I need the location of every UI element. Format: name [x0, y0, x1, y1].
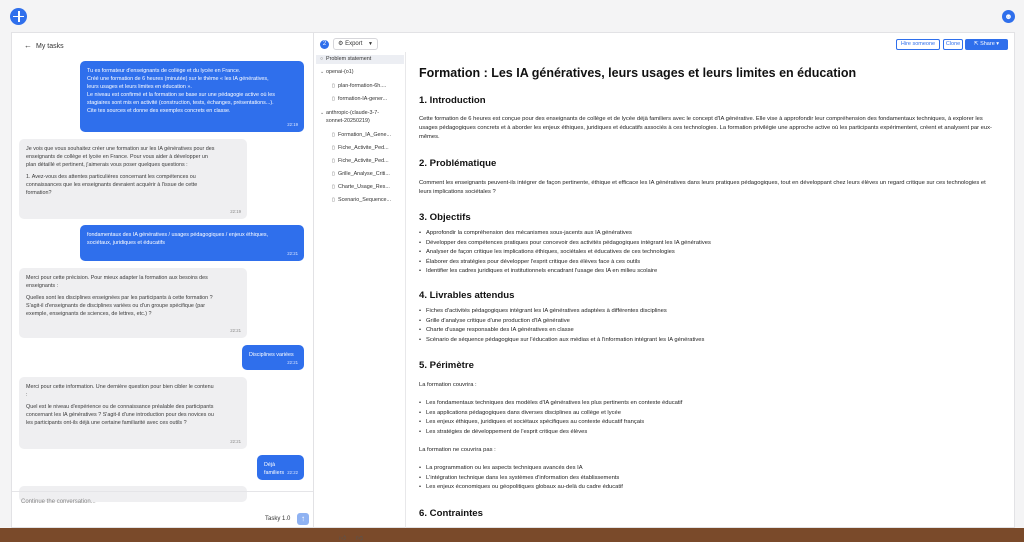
tree-item-file[interactable]	[332, 145, 389, 152]
tree-label: anthropic-(claude-3-7-	[326, 110, 380, 116]
message-text: enseignants de collège et lycée en France. Pour vous aider à développer un	[26, 154, 208, 160]
tree-item-file[interactable]	[332, 96, 387, 103]
tree-item-file[interactable]	[332, 83, 386, 90]
plus-circle-icon[interactable]	[10, 8, 27, 25]
list-item: • Grille d'analyse critique d'une production d'IA générative	[419, 317, 704, 327]
gear-icon: ⚙	[338, 41, 344, 47]
workspace-panel	[313, 32, 1015, 542]
list-item: • Analyser de façon critique les implications éthiques, sociétales et éducatives de ces technologies	[419, 248, 711, 258]
message-user-2	[80, 225, 304, 261]
back-to-tasks-link[interactable]	[24, 41, 64, 50]
message-assistant-2	[19, 268, 247, 338]
file-icon: ▯	[332, 197, 335, 203]
message-text: formation?	[26, 190, 52, 196]
arrow-left-icon: ←	[24, 41, 32, 50]
file-icon: ▯	[332, 158, 335, 164]
document-title: Formation : Les IA génératives, leurs usages et leurs limites en éducation	[419, 66, 857, 80]
list-item: • Élaborer des stratégies pour développer l'esprit critique des élèves face à ces outils	[419, 258, 711, 268]
message-text: concernant les IA génératives ? S'agit-il d'une introduction pour des novices ou	[26, 412, 214, 418]
scope-list	[419, 399, 682, 437]
section-paragraph: Cette formation de 6 heures est conçue pour des enseignants de collège et de lycée déjà familiers avec le concept d'IA générative. Elle vise à approfondir leur compréhension des fondamentaux techniques, à explorer les usages pédagogiques concrets et à aborder les enjeux éthiques, juridiques et éducatifs associés à ces technologies. La formation privilégie une approche active où les participants expérimentent, créent et analysent par eux-mêmes.	[419, 116, 992, 140]
chevron-down-icon: ▾	[996, 41, 1000, 47]
tree-item-file[interactable]	[332, 158, 389, 165]
message-text: Quelles sont les disciplines enseignées par les participants à cette formation ?	[26, 295, 213, 301]
list-item: • Les fondamentaux techniques des modèles d'IA génératives les plus pertinents en contexte éducatif	[419, 399, 682, 409]
message-text: 1. Avez-vous des attentes particulières concernant les compétences ou	[26, 174, 196, 180]
hire-someone-button[interactable]: Hire someone	[896, 39, 940, 50]
message-time: 22:21	[287, 360, 298, 365]
top-bar	[0, 0, 1024, 32]
tree-item-file[interactable]	[332, 171, 390, 178]
thumbs-up-icon[interactable]: 👍︎	[339, 535, 347, 542]
chat-panel	[11, 32, 313, 528]
message-text: :	[26, 392, 28, 398]
tree-item-file[interactable]	[332, 184, 390, 191]
message-text: Merci pour cette information. Une dernière question pour bien cibler le contenu	[26, 384, 214, 390]
clone-button[interactable]: Clone	[943, 39, 963, 50]
message-text: exemple, enseignants de sciences, de lettres, etc.) ?	[26, 311, 152, 317]
message-text: S'agit-il d'enseignants de disciplines variées ou d'un groupe spécifique (par	[26, 303, 205, 309]
section-paragraph: Comment les enseignants peuvent-ils intégrer de façon pertinente, éthique et efficace les IA génératives dans leurs pratiques pédagogiques, tout en développant chez leurs élèves un regard critique sur ces technologies et leurs implications sociétales ?	[419, 180, 986, 195]
tree-item-file[interactable]	[332, 132, 391, 139]
file-icon: ▯	[332, 132, 335, 138]
file-icon: ▯	[332, 83, 335, 89]
file-icon: ▯	[332, 184, 335, 190]
chevron-down-icon: ⌄	[320, 69, 325, 75]
user-icon[interactable]: ☻	[1002, 10, 1015, 23]
message-text: Déjà familiers	[264, 462, 285, 476]
arrow-up-icon[interactable]: ↑	[297, 513, 309, 525]
share-button[interactable]	[965, 39, 1008, 50]
section-heading: 1. Introduction	[419, 95, 486, 106]
composer	[12, 491, 314, 529]
list-item: • Les enjeux éthiques, juridiques et sociétaux spécifiques au contexte éducatif français	[419, 418, 682, 428]
message-text: Tu es formateur d'enseignants de collège et du lycée en France.	[87, 68, 241, 74]
back-label: My tasks	[36, 43, 64, 50]
section-heading: 6. Contraintes	[419, 508, 483, 519]
list-item: • Les enjeux économiques ou géopolitiques globaux au-delà du cadre éducatif	[419, 483, 623, 493]
list-item: • Développer des compétences pratiques pour concevoir des activités pédagogiques intégrant les IA génératives	[419, 239, 711, 249]
message-input[interactable]: Continue the conversation...	[21, 499, 96, 505]
section-heading: 4. Livrables attendus	[419, 290, 515, 301]
section-heading: 5. Périmètre	[419, 360, 474, 371]
message-text: Merci pour cette précision. Pour mieux adapter la formation aux besoins des	[26, 275, 208, 281]
model-selector[interactable]: Tasky 1.0	[265, 516, 291, 522]
message-user-1	[80, 61, 304, 132]
tree-item-file[interactable]	[332, 197, 391, 204]
tree-label: formation-IA-gener...	[338, 96, 388, 102]
message-text: les participants ont-ils déjà une certaine familiarité avec ces outils ?	[26, 420, 187, 426]
list-item: • Approfondir la compréhension des mécanismes sous-jacents aux IA génératives	[419, 229, 711, 239]
message-time: 22:22	[287, 470, 298, 475]
objectives-list	[419, 229, 711, 277]
message-time: 22:21	[230, 328, 241, 333]
message-text: enseignants :	[26, 283, 59, 289]
document-viewer[interactable]	[406, 52, 1014, 528]
message-text: Cite tes sources et donne des exemples concrets en classe.	[87, 108, 231, 114]
file-icon: ▯	[332, 145, 335, 151]
list-item: • Scénario de séquence pédagogique sur l'éducation aux médias et à l'information intégrant les IA génératives	[419, 336, 704, 346]
message-text: plan détaillé et pertinent, j'aimerais vous poser quelques questions :	[26, 162, 188, 168]
list-item: • Charte d'usage responsable des IA génératives en classe	[419, 326, 704, 336]
list-item: • La programmation ou les aspects techniques avancés des IA	[419, 464, 623, 474]
message-time: 22:19	[230, 209, 241, 214]
message-text: sociétaux, juridiques et éducatifs	[87, 240, 165, 246]
list-item: • Les applications pédagogiques dans diverses disciplines au collège et lycée	[419, 409, 682, 419]
scope-intro: La formation couvrira :	[419, 382, 477, 388]
tree-label: Formation_IA_Gene...	[338, 132, 392, 138]
share-icon: ⇱	[973, 41, 979, 47]
list-item: • Fiches d'activités pédagogiques intégrant les IA génératives adaptées à différentes disciplines	[419, 307, 704, 317]
tree-label: Grille_Analyse_Criti...	[338, 171, 390, 177]
step-badge: 2	[320, 40, 329, 49]
chevron-down-icon: ▼	[368, 41, 373, 47]
scope-exclusions-intro: La formation ne couvrira pas :	[419, 447, 496, 453]
tree-label: Fiche_Activite_Ped...	[338, 145, 389, 151]
message-time: 22:21	[287, 251, 298, 256]
message-text: Créé une formation de 6 heures (minutée) sur le thème « les IA génératives,	[87, 76, 269, 82]
file-icon: ▯	[332, 171, 335, 177]
tree-label: openai-(o1)	[326, 69, 354, 75]
list-item: • L'intégration technique dans les systèmes d'information des établissements	[419, 474, 623, 484]
message-text: stagiaires sont mis en activité (construction, tests, échanges, présentations...).	[87, 100, 274, 106]
chevron-down-icon: ⌄	[320, 110, 325, 116]
message-assistant-1	[19, 139, 247, 219]
message-user-3	[242, 345, 304, 370]
tree-label: Charte_Usage_Res...	[338, 184, 390, 190]
tree-label: plan-formation-6h....	[338, 83, 387, 89]
scope-exclusions-list	[419, 464, 623, 493]
message-text: Disciplines variées	[249, 352, 294, 358]
message-user-4	[257, 455, 304, 480]
message-assistant-3	[19, 377, 247, 449]
message-text: connaissances que les enseignants devraient acquérir à l'issue de cette	[26, 182, 198, 188]
export-label: Export	[345, 41, 363, 47]
tree-label: Fiche_Activite_Ped...	[338, 158, 389, 164]
section-heading: 3. Objectifs	[419, 212, 471, 223]
list-item: • Identifier les cadres juridiques et institutionnels encadrant l'usage des IA en milieu scolaire	[419, 267, 711, 277]
deliverables-list	[419, 307, 704, 345]
message-text: Le niveau est confirmé et la formation se base sur une pédagogie active où les	[87, 92, 275, 98]
tree-label: Scenario_Sequence...	[338, 197, 392, 203]
message-time: 22:19	[287, 122, 298, 127]
share-label: Share	[980, 41, 995, 47]
file-icon: ▯	[332, 96, 335, 102]
message-text: Quel est le niveau d'expérience ou de connaissance préalable des participants	[26, 404, 214, 410]
tree-label: sonnet-20250219)	[326, 118, 370, 124]
tree-item-anthropic-cont	[326, 118, 370, 125]
section-heading: 2. Problématique	[419, 158, 497, 169]
message-text: leurs usages et leurs limites en éducation ».	[87, 84, 192, 90]
tree-item-anthropic[interactable]	[320, 110, 379, 117]
list-item: • Les stratégies de développement de l'esprit critique des élèves	[419, 428, 682, 438]
file-tree	[314, 52, 406, 542]
tree-label: Problem statement	[326, 56, 372, 62]
message-text: Je vois que vous souhaitez créer une formation sur les IA génératives pour des	[26, 146, 215, 152]
tree-item-openai[interactable]	[320, 69, 354, 76]
thumbs-down-icon[interactable]: 👎︎	[356, 535, 364, 542]
message-time: 22:21	[230, 439, 241, 444]
circle-icon: ○	[320, 56, 324, 62]
message-list[interactable]	[12, 57, 314, 487]
export-dropdown[interactable]	[333, 38, 378, 50]
message-text: fondamentaux des IA génératives / usages pédagogiques / enjeux éthiques,	[87, 232, 269, 238]
tree-item-problem-statement[interactable]	[316, 55, 404, 64]
